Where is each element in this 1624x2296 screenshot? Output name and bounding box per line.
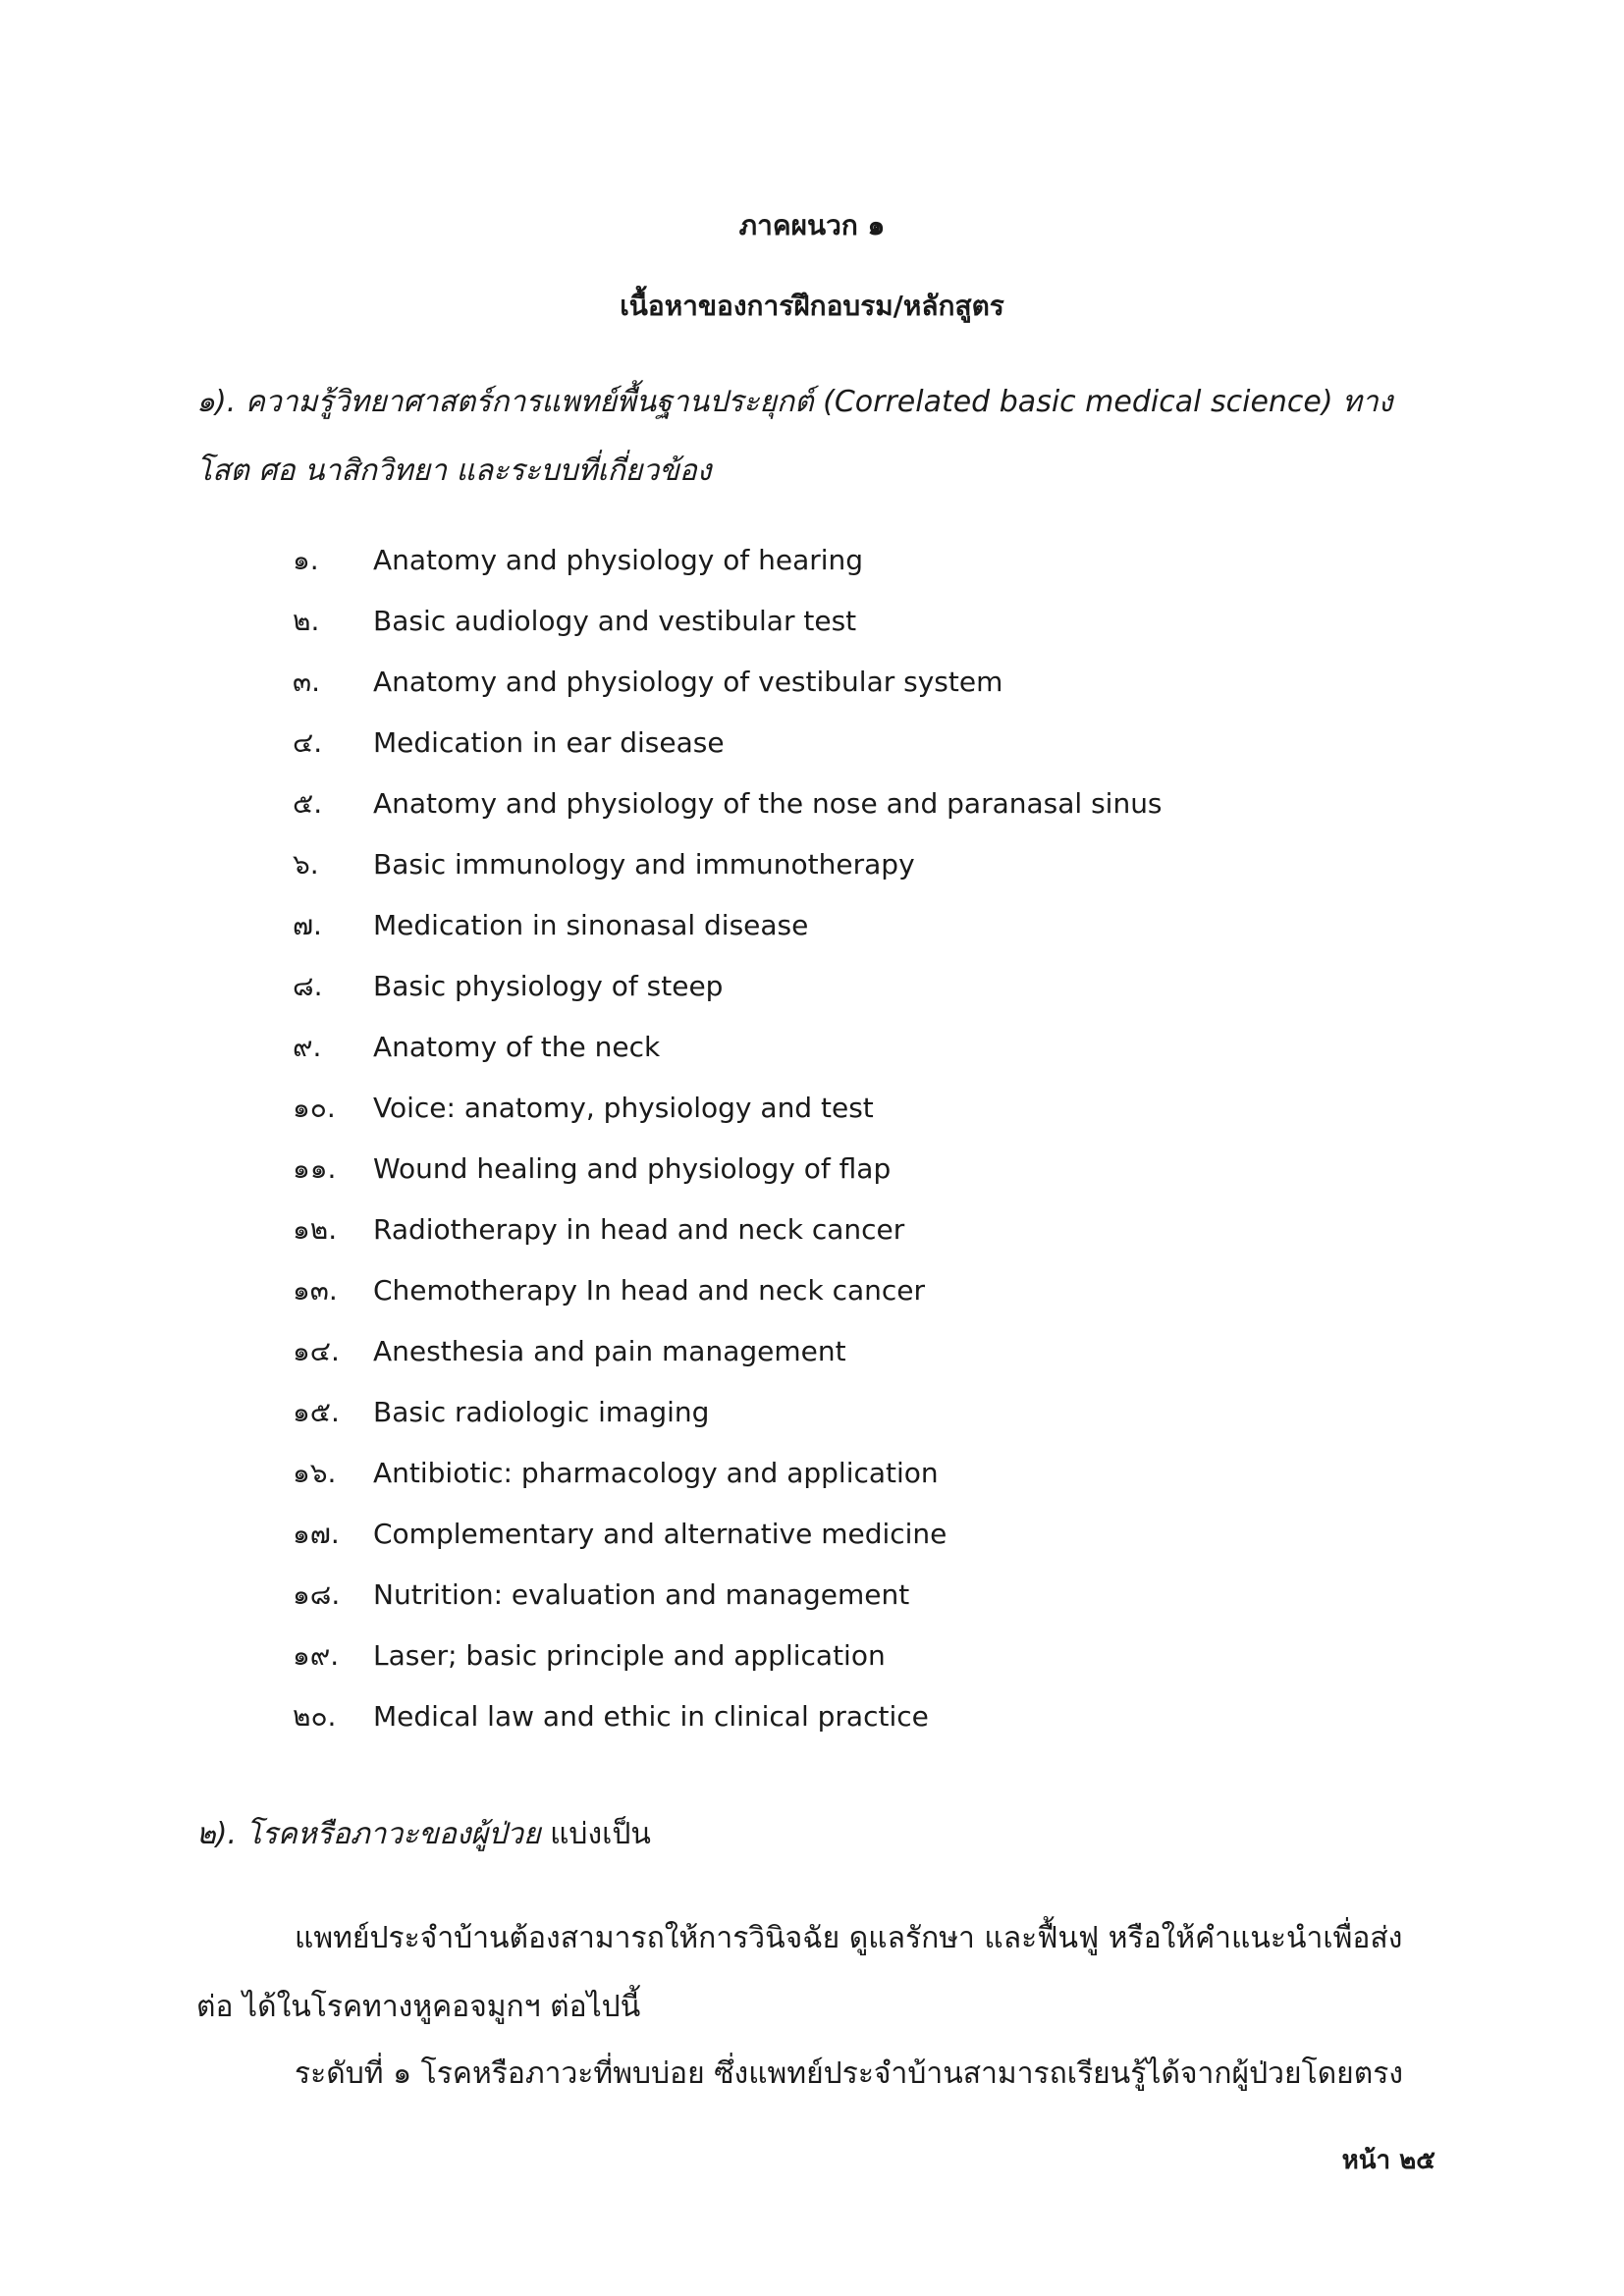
item-text: Complementary and alternative medicine <box>373 1518 947 1550</box>
item-number: ๑. <box>293 544 319 576</box>
item-number: ๓. <box>293 666 321 698</box>
item-number: ๑๔. <box>293 1335 340 1367</box>
item-text: Basic radiologic imaging <box>373 1396 710 1428</box>
item-number: ๑๙. <box>293 1639 340 1672</box>
item-text: Wound healing and physiology of flap <box>373 1152 892 1185</box>
item-text: Basic audiology and vestibular test <box>373 605 857 637</box>
item-text: Basic physiology of steep <box>373 970 724 1002</box>
content-title: เนื้อหาของการฝึกอบรม/หลักสูตร <box>620 290 1004 322</box>
appendix-title: ภาคผนวก ๑ <box>738 209 886 241</box>
item-text: Anatomy and physiology of hearing <box>373 544 864 576</box>
item-text: Radiotherapy in head and neck cancer <box>373 1213 905 1246</box>
item-number: ๑๗. <box>293 1518 340 1550</box>
item-number: ๑๕. <box>293 1396 340 1428</box>
item-number: ๑๓. <box>293 1274 338 1307</box>
item-text: Anatomy of the neck <box>373 1031 661 1063</box>
item-number: ๗. <box>293 909 322 941</box>
section2-heading-normal: แบ่งเป็น <box>540 1817 651 1851</box>
section2-heading-italic: ๒). โรคหรือภาวะของผู้ป่วย <box>196 1817 541 1851</box>
item-number: ๒. <box>293 605 320 637</box>
level1-paragraph: ระดับที่ ๑ โรคหรือภาวะที่พบบ่อย ซึ่งแพทย์ประจำบ้านสามารถเรียนรู้ได้จากผู้ป่วยโดยตรง <box>295 2056 1403 2091</box>
item-number: ๒๐. <box>293 1700 337 1733</box>
item-text: Medication in sinonasal disease <box>373 909 809 941</box>
item-number: ๑๐. <box>293 1092 336 1124</box>
item-text: Medication in ear disease <box>373 726 725 759</box>
item-text: Chemotherapy In head and neck cancer <box>373 1274 925 1307</box>
item-number: ๖. <box>293 848 319 881</box>
item-text: Medical law and ethic in clinical practice <box>373 1700 929 1733</box>
item-text: Laser; basic principle and application <box>373 1639 886 1672</box>
item-text: Basic immunology and immunotherapy <box>373 848 915 881</box>
item-text: Anatomy and physiology of the nose and paranasal sinus <box>373 787 1163 820</box>
item-number: ๑๒. <box>293 1213 338 1246</box>
item-text: Antibiotic: pharmacology and application <box>373 1457 939 1489</box>
item-text: Nutrition: evaluation and management <box>373 1578 910 1611</box>
item-number: ๔. <box>293 726 323 759</box>
section2-paragraph: แพทย์ประจำบ้านต้องสามารถให้การวินิจฉัย ดูแลรักษา และฟื้นฟู หรือให้คำแนะนำเพื่อส่งต่อ ได้ในโรคทางหูคอจมูกฯ ต่อไปนี้ <box>196 1921 1403 2024</box>
page-number: หน้า ๒๕ <box>1341 2146 1435 2175</box>
item-number: ๘. <box>293 970 323 1002</box>
section2-heading <box>196 1811 651 1857</box>
item-number: ๑๘. <box>293 1578 341 1611</box>
section1-heading: ๑). ความรู้วิทยาศาสตร์การแพทย์พื้นฐานประยุกต์ (Correlated basic medical science) ทางโสต ศอ นาสิกวิทยา และระบบที่เกี่ยวข้อง <box>196 385 1393 488</box>
item-number: ๑๖. <box>293 1457 337 1489</box>
item-text: Voice: anatomy, physiology and test <box>373 1092 874 1124</box>
item-number: ๙. <box>293 1031 322 1063</box>
item-text: Anesthesia and pain management <box>373 1335 846 1367</box>
item-number: ๑๑. <box>293 1152 337 1185</box>
item-text: Anatomy and physiology of vestibular system <box>373 666 1003 698</box>
item-number: ๕. <box>293 787 323 820</box>
